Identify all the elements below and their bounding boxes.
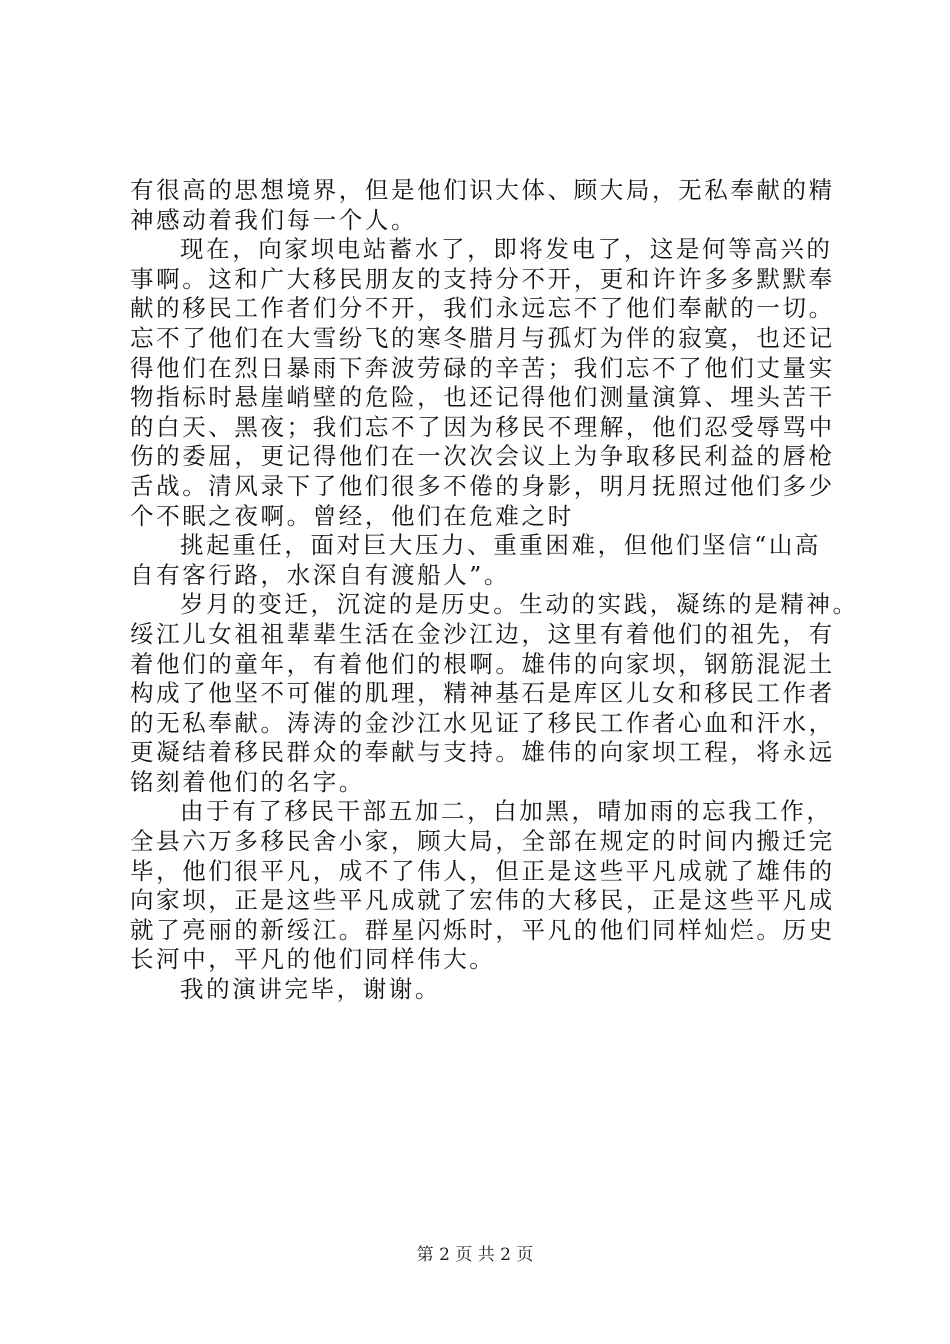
text-line: 神感动着我们每一个人。: [130, 205, 418, 234]
text-line: 的白天、黑夜；我们忘不了因为移民不理解，他们忍受辱骂中: [130, 412, 835, 441]
text-line: 自有客行路，水深自有渡船人”。: [130, 560, 511, 589]
text-line: 忘不了他们在大雪纷飞的寒冬腊月与孤灯为伴的寂寞，也还记: [130, 323, 835, 352]
text-line: 事啊。这和广大移民朋友的支持分不开，更和许许多多默默奉: [130, 264, 835, 293]
page-number: 第 2 页 共 2 页: [416, 1245, 534, 1265]
text-line: 挑起重任，面对巨大压力、重重困难，但他们坚信“山高: [180, 531, 822, 560]
text-line: 个不眠之夜啊。曾经，他们在危难之时: [130, 501, 574, 530]
speech-body: [130, 176, 859, 1005]
text-line: 向家坝，正是这些平凡成就了宏伟的大移民，正是这些平凡成: [130, 886, 835, 915]
text-line: 有很高的思想境界，但是他们识大体、顾大局，无私奉献的精: [130, 176, 835, 204]
text-line: 由于有了移民干部五加二，白加黑，晴加雨的忘我工作，: [180, 797, 833, 826]
text-line: 岁月的变迁，沉淀的是历史。生动的实践，凝练的是精神。: [180, 590, 859, 619]
text-line: 铭刻着他们的名字。: [130, 767, 365, 796]
text-line: 得他们在烈日暴雨下奔波劳碌的辛苦；我们忘不了他们丈量实: [130, 353, 835, 382]
text-line: 构成了他坚不可催的肌理，精神基石是库区儿女和移民工作者: [130, 679, 835, 708]
text-line: 绥江儿女祖祖辈辈生活在金沙江边，这里有着他们的祖先，有: [130, 619, 835, 648]
text-line: 长河中，平凡的他们同样伟大。: [130, 945, 496, 974]
text-line: 毕，他们很平凡，成不了伟人，但正是这些平凡成就了雄伟的: [130, 856, 835, 885]
text-line: 着他们的童年，有着他们的根啊。雄伟的向家坝，钢筋混泥土: [130, 649, 835, 678]
text-line: 就了亮丽的新绥江。群星闪烁时，平凡的他们同样灿烂。历史: [130, 915, 835, 944]
text-line: 的无私奉献。涛涛的金沙江水见证了移民工作者心血和汗水，: [130, 708, 835, 737]
text-line: 舌战。清风录下了他们很多不倦的身影，明月抚照过他们多少: [130, 471, 835, 500]
text-line: 献的移民工作者们分不开，我们永远忘不了他们奉献的一切。: [130, 294, 835, 323]
text-line: 现在，向家坝电站蓄水了，即将发电了，这是何等高兴的: [180, 235, 833, 264]
text-line: 伤的委屈，更记得他们在一次次会议上为争取移民利益的唇枪: [130, 442, 835, 471]
text-line: 物指标时悬崖峭壁的危险，也还记得他们测量演算、埋头苦干: [130, 383, 835, 412]
text-line: 我的演讲完毕，谢谢。: [180, 975, 441, 1004]
text-line: 全县六万多移民舍小家，顾大局，全部在规定的时间内搬迁完: [130, 827, 835, 856]
text-line: 更凝结着移民群众的奉献与支持。雄伟的向家坝工程，将永远: [130, 738, 835, 767]
